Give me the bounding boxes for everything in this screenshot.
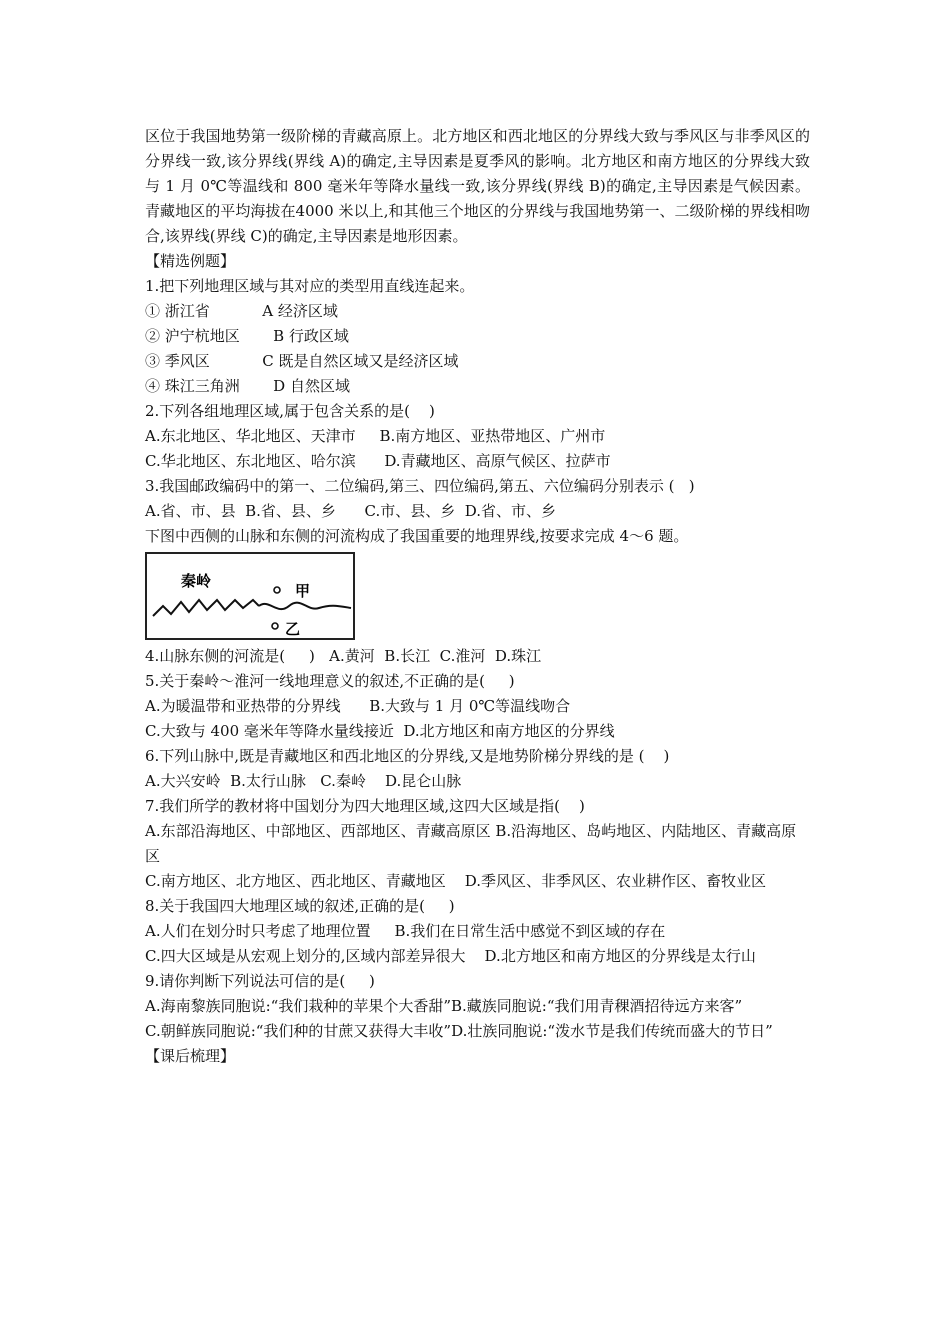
text-line: 4.山脉东侧的河流是( ) A.黄河 B.长江 C.淮河 D.珠江 <box>145 647 542 665</box>
document-page <box>145 124 810 1069</box>
text-line: A.东部沿海地区、中部地区、西部地区、青藏高原区 B.沿海地区、岛屿地区、内陆地区、青藏高原区 <box>145 822 797 865</box>
text-line: 9.请你判断下列说法可信的是( ) <box>145 972 375 990</box>
text-line: 3.我国邮政编码中的第一、二位编码,第三、四位编码,第五、六位编码分别表示 ( ) <box>145 477 695 495</box>
text-line: 2.下列各组地理区域,属于包含关系的是( ) <box>145 402 435 420</box>
mountain-range-line <box>153 600 259 616</box>
text-line: ① 浙江省 A 经济区域 <box>145 302 338 320</box>
mountain-label: 秦岭 <box>181 572 212 590</box>
text-line: A.东北地区、华北地区、天津市 B.南方地区、亚热带地区、广州市 <box>145 427 606 445</box>
text-line: 下图中西侧的山脉和东侧的河流构成了我国重要的地理界线,按要求完成 4～6 题。 <box>145 527 689 545</box>
section-heading-after-class: 【课后梳理】 <box>145 1047 236 1065</box>
text-line: 5.关于秦岭～淮河一线地理意义的叙述,不正确的是( ) <box>145 672 515 690</box>
text-line: ④ 珠江三角洲 D 自然区域 <box>145 377 350 395</box>
text-line: ② 沪宁杭地区 B 行政区域 <box>145 327 349 345</box>
map-diagram <box>147 554 353 638</box>
text-line: C.朝鲜族同胞说:“我们种的甘蔗又获得大丰收”D.壮族同胞说:“泼水节是我们传统而盛大的节日” <box>145 1022 773 1040</box>
text-line: 1.把下列地理区域与其对应的类型用直线连起来。 <box>145 277 475 295</box>
intro-paragraph: 区位于我国地势第一级阶梯的青藏高原上。北方地区和西北地区的分界线大致与季风区与非季风区的分界线一致,该分界线(界线 A)的确定,主导因素是夏季风的影响。北方地区和南方地区的分界线大致与 1 月 0℃等温线和 800 毫米年等降水量线一致,该分界线(界线 B)的确定,主导因素是气候因素。青藏地区的平均海拔在4000 米以上,和其他三个地区的分界线与我国地势第一、二级阶梯的界线相吻合,该界线(界线 C)的确定,主导因素是地形因素。 <box>145 127 810 245</box>
text-line: A.大兴安岭 B.太行山脉 C.秦岭 D.昆仑山脉 <box>145 772 462 790</box>
question-block-2 <box>145 644 810 1044</box>
text-line: C.大致与 400 毫米年等降水量线接近 D.北方地区和南方地区的分界线 <box>145 722 615 740</box>
point-b-label: 乙 <box>285 620 301 638</box>
point-a-marker <box>274 587 280 593</box>
river-line <box>259 603 351 609</box>
point-b-marker <box>272 623 278 629</box>
text-line: C.四大区域是从宏观上划分的,区域内部差异很大 D.北方地区和南方地区的分界线是太行山 <box>145 947 756 965</box>
text-line: 6.下列山脉中,既是青藏地区和西北地区的分界线,又是地势阶梯分界线的是 ( ) <box>145 747 670 765</box>
text-line: A.为暖温带和亚热带的分界线 B.大致与 1 月 0℃等温线吻合 <box>145 697 571 715</box>
text-line: C.南方地区、北方地区、西北地区、青藏地区 D.季风区、非季风区、农业耕作区、畜牧业区 <box>145 872 767 890</box>
text-line: A.人们在划分时只考虑了地理位置 B.我们在日常生活中感觉不到区域的存在 <box>145 922 666 940</box>
text-line: A.省、市、县 B.省、县、乡 C.市、县、乡 D.省、市、乡 <box>145 502 557 520</box>
text-line: 7.我们所学的教材将中国划分为四大地理区域,这四大区域是指( ) <box>145 797 585 815</box>
text-line: C.华北地区、东北地区、哈尔滨 D.青藏地区、高原气候区、拉萨市 <box>145 452 611 470</box>
qinling-huaihe-map-figure <box>145 552 355 640</box>
text-line: A.海南黎族同胞说:“我们栽种的苹果个大香甜”B.藏族同胞说:“我们用青稞酒招待远方来客” <box>145 997 743 1015</box>
section-heading-examples: 【精选例题】 <box>145 252 236 270</box>
text-line: 8.关于我国四大地理区域的叙述,正确的是( ) <box>145 897 455 915</box>
point-a-label: 甲 <box>295 582 311 600</box>
question-block-1 <box>145 274 810 549</box>
text-line: ③ 季风区 C 既是自然区域又是经济区域 <box>145 352 459 370</box>
